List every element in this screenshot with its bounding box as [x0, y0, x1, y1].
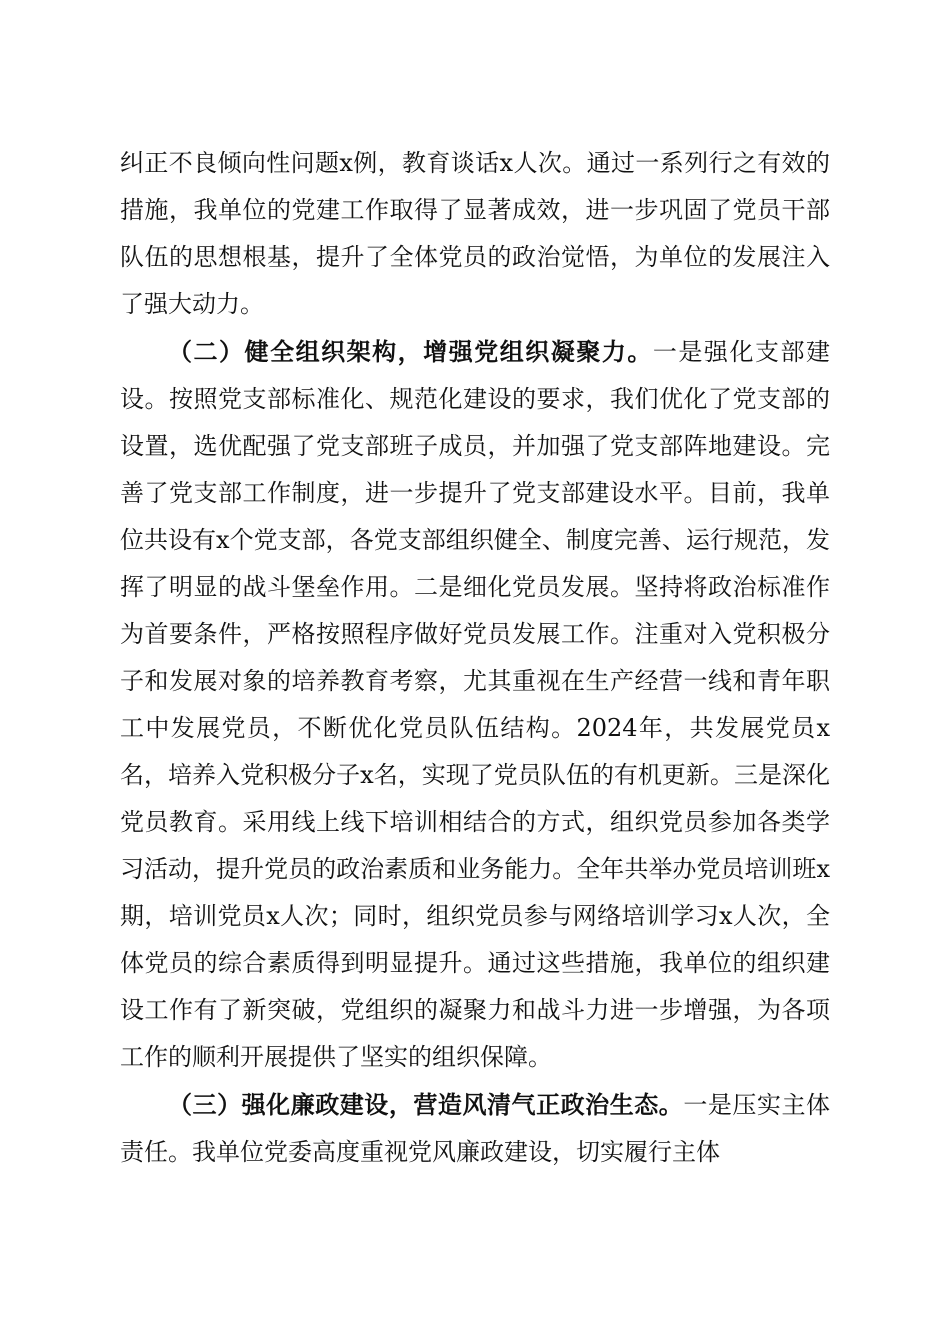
paragraph-continuation — [120, 140, 830, 328]
paragraph-section-2 — [120, 328, 830, 1081]
document-body — [120, 140, 830, 1176]
section-heading: （三）强化廉政建设，营造风清气正政治生态。 — [168, 1090, 684, 1119]
paragraph-text: 一是强化支部建设。按照党支部标准化、规范化建设的要求，我们优化了党支部的设置，选优配强了党支部班子成员，并加强了党支部阵地建设。完善了党支部工作制度，进一步提升了党支部建设水平。目前，我单位共设有x个党支部，各党支部组织健全、制度完善、运行规范，发挥了明显的战斗堡垒作用。二是细化党员发展。坚持将政治标准作为首要条件，严格按照程序做好党员发展工作。注重对入党积极分子和发展对象的培养教育考察，尤其重视在生产经营一线和青年职工中发展党员，不断优化党员队伍结构。2024年，共发展党员x名，培养入党积极分子x名，实现了党员队伍的有机更新。三是深化党员教育。采用线上线下培训相结合的方式，组织党员参加各类学习活动，提升党员的政治素质和业务能力。全年共举办党员培训班x期，培训党员x人次；同时，组织党员参与网络培训学习x人次，全体党员的综合素质得到明显提升。通过这些措施，我单位的组织建设工作有了新突破，党组织的凝聚力和战斗力进一步增强，为各项工作的顺利开展提供了坚实的组织保障。 — [120, 338, 831, 1071]
paragraph-text: 一是压实主体责任。我单位党委高度重视党风廉政建设，切实履行主体 — [120, 1091, 831, 1166]
paragraph-section-3 — [120, 1081, 830, 1176]
paragraph-text: 纠正不良倾向性问题x例，教育谈话x人次。通过一系列行之有效的措施，我单位的党建工作取得了显著成效，进一步巩固了党员干部队伍的思想根基，提升了全体党员的政治觉悟，为单位的发展注入了强大动力。 — [120, 149, 830, 318]
section-heading: （二）健全组织架构，增强党组织凝聚力。 — [168, 337, 653, 366]
